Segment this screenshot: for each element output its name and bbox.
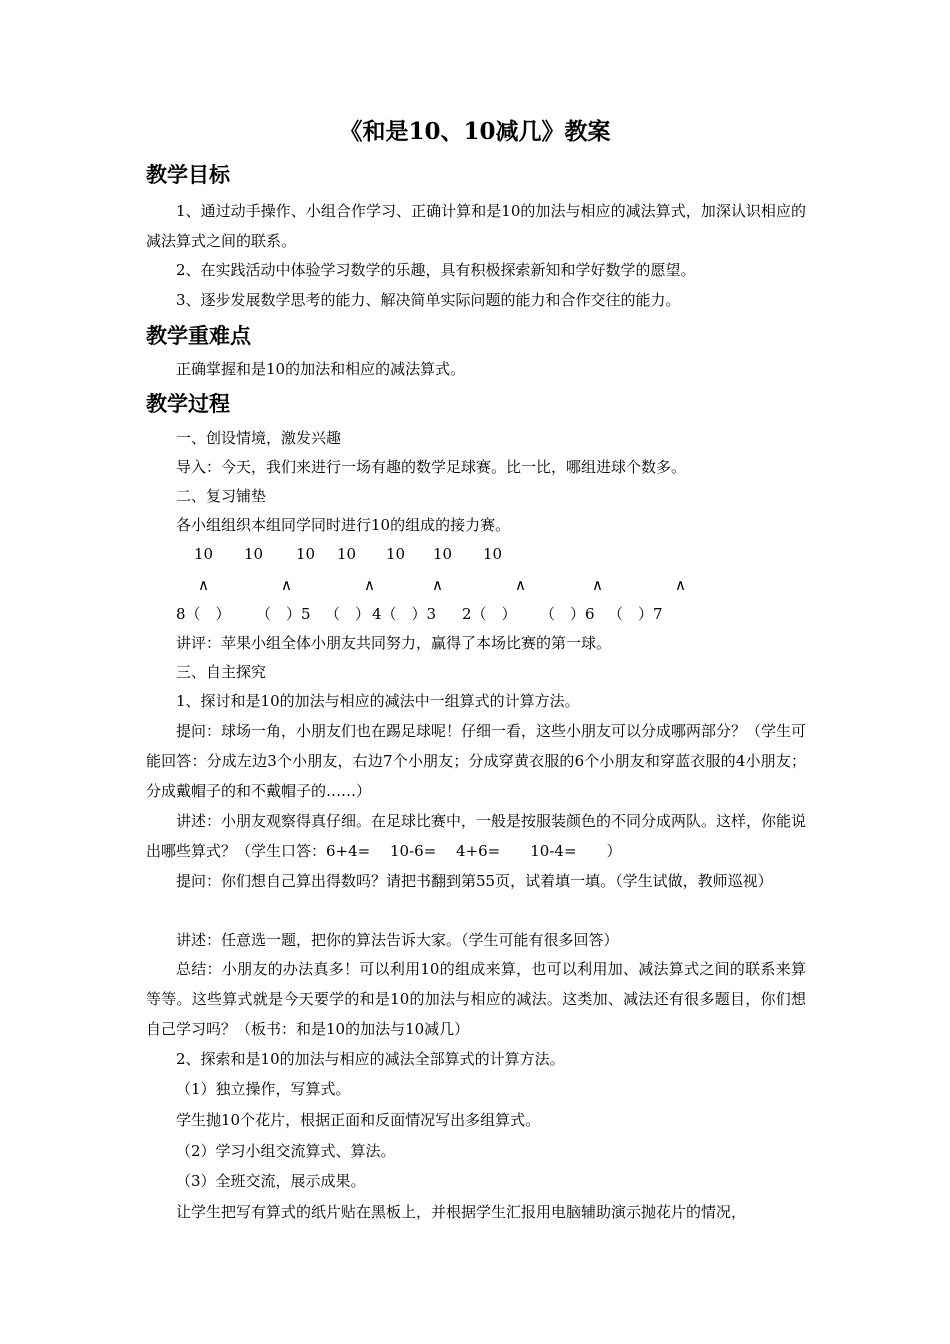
tree-top: 10 [296, 545, 316, 563]
tree-bottom: 8（ ） [176, 605, 231, 623]
tree-bottom: 4（ ）3 [372, 605, 437, 623]
objective-3: 3、逐步发展数学思考的能力、解决简单实际问题的能力和合作交往的能力。 [176, 291, 681, 309]
tree-branch: ∧ [515, 576, 526, 594]
tree-top: 10 [194, 545, 214, 563]
process-step-1-title: 一、创设情境，激发兴趣 [176, 429, 342, 447]
tree-branch: ∧ [592, 576, 603, 594]
tree-bottom: （ ） [325, 605, 371, 623]
process-sub-step-2: （2）学习小组交流算式、算法。 [176, 1142, 396, 1160]
heading-objectives: 教学目标 [146, 162, 230, 187]
process-sub-step-1: （1）独立操作，写算式。 [176, 1080, 351, 1098]
process-activity: 学生抛10个花片，根据正面和反面情况写出多组算式。 [176, 1111, 541, 1129]
key-point-1: 正确掌握和是10的加法和相应的减法算式。 [176, 360, 466, 378]
process-narration-1: 讲述：小朋友观察得真仔细。在足球比赛中，一般是按服装颜色的不同分成两队。这样，你能说出哪些算式？（学生口答：6+4= 10-6= 4+6= 10-4= ） [146, 812, 807, 860]
heading-process: 教学过程 [146, 391, 230, 416]
tree-branch: ∧ [432, 576, 443, 594]
process-narration-2: 讲述：任意选一题，把你的算法告诉大家。（学生可能有很多回答） [176, 931, 619, 949]
process-last-line: 让学生把写有算式的纸片贴在黑板上，并根据学生汇报用电脑辅助演示抛花片的情况， [176, 1203, 747, 1221]
heading-key-points: 教学重难点 [146, 323, 251, 348]
process-explore-1: 1、探讨和是10的加法与相应的减法中一组算式的计算方法。 [176, 692, 580, 710]
tree-branch: ∧ [281, 576, 292, 594]
tree-top: 10 [244, 545, 264, 563]
process-comment: 讲评：苹果小组全体小朋友共同努力，赢得了本场比赛的第一球。 [176, 634, 612, 652]
tree-branch: ∧ [198, 576, 209, 594]
process-step-3-title: 三、自主探究 [176, 663, 267, 681]
process-summary: 总结：小朋友的办法真多！可以利用10的组成来算，也可以利用加、减法算式之间的联系来算等等。这些算式就是今天要学的和是10的加法与相应的减法。这类加、减法还有很多题目，你们想自己学习吗？（板书：和是10的加法与10减几） [146, 960, 806, 1038]
process-question-2: 提问：你们想自己算出得数吗？请把书翻到第55页，试着填一填。（学生试做，教师巡视） [176, 872, 773, 890]
tree-bottom: （ ）7 [608, 605, 663, 623]
tree-branch: ∧ [675, 576, 686, 594]
objective-1: 1、通过动手操作、小组合作学习、正确计算和是10的加法与相应的减法算式，加深认识相应的减法算式之间的联系。 [146, 202, 806, 250]
process-sub-step-3: （3）全班交流，展示成果。 [176, 1172, 366, 1190]
process-intro: 导入：今天，我们来进行一场有趣的数学足球赛。比一比，哪组进球个数多。 [176, 458, 687, 476]
tree-top: 10 [337, 545, 357, 563]
process-question-1: 提问：球场一角，小朋友们也在踢足球呢！仔细一看，这些小朋友可以分成哪两部分？（学生可能回答：分成左边3个小朋友，右边7个小朋友；分成穿黄衣服的6个小朋友和穿蓝衣服的4小朋友；分成戴帽子的和不戴帽子的……） [146, 722, 807, 800]
process-explore-2: 2、探索和是10的加法与相应的减法全部算式的计算方法。 [176, 1050, 565, 1068]
tree-top: 10 [386, 545, 406, 563]
tree-bottom: （ ）6 [540, 605, 595, 623]
process-step-2-title: 二、复习铺垫 [176, 487, 267, 505]
tree-bottom: 2（ ） [462, 605, 517, 623]
document-title: 《和是10、10减几》教案 [339, 118, 611, 145]
tree-branch: ∧ [364, 576, 375, 594]
process-relay-text: 各小组组织本组同学同时进行10的组成的接力赛。 [176, 516, 511, 534]
objective-2: 2、在实践活动中体验学习数学的乐趣，具有积极探索新知和学好数学的愿望。 [176, 261, 696, 279]
tree-bottom: （ ）5 [256, 605, 311, 623]
tree-top: 10 [483, 545, 503, 563]
tree-top: 10 [433, 545, 453, 563]
